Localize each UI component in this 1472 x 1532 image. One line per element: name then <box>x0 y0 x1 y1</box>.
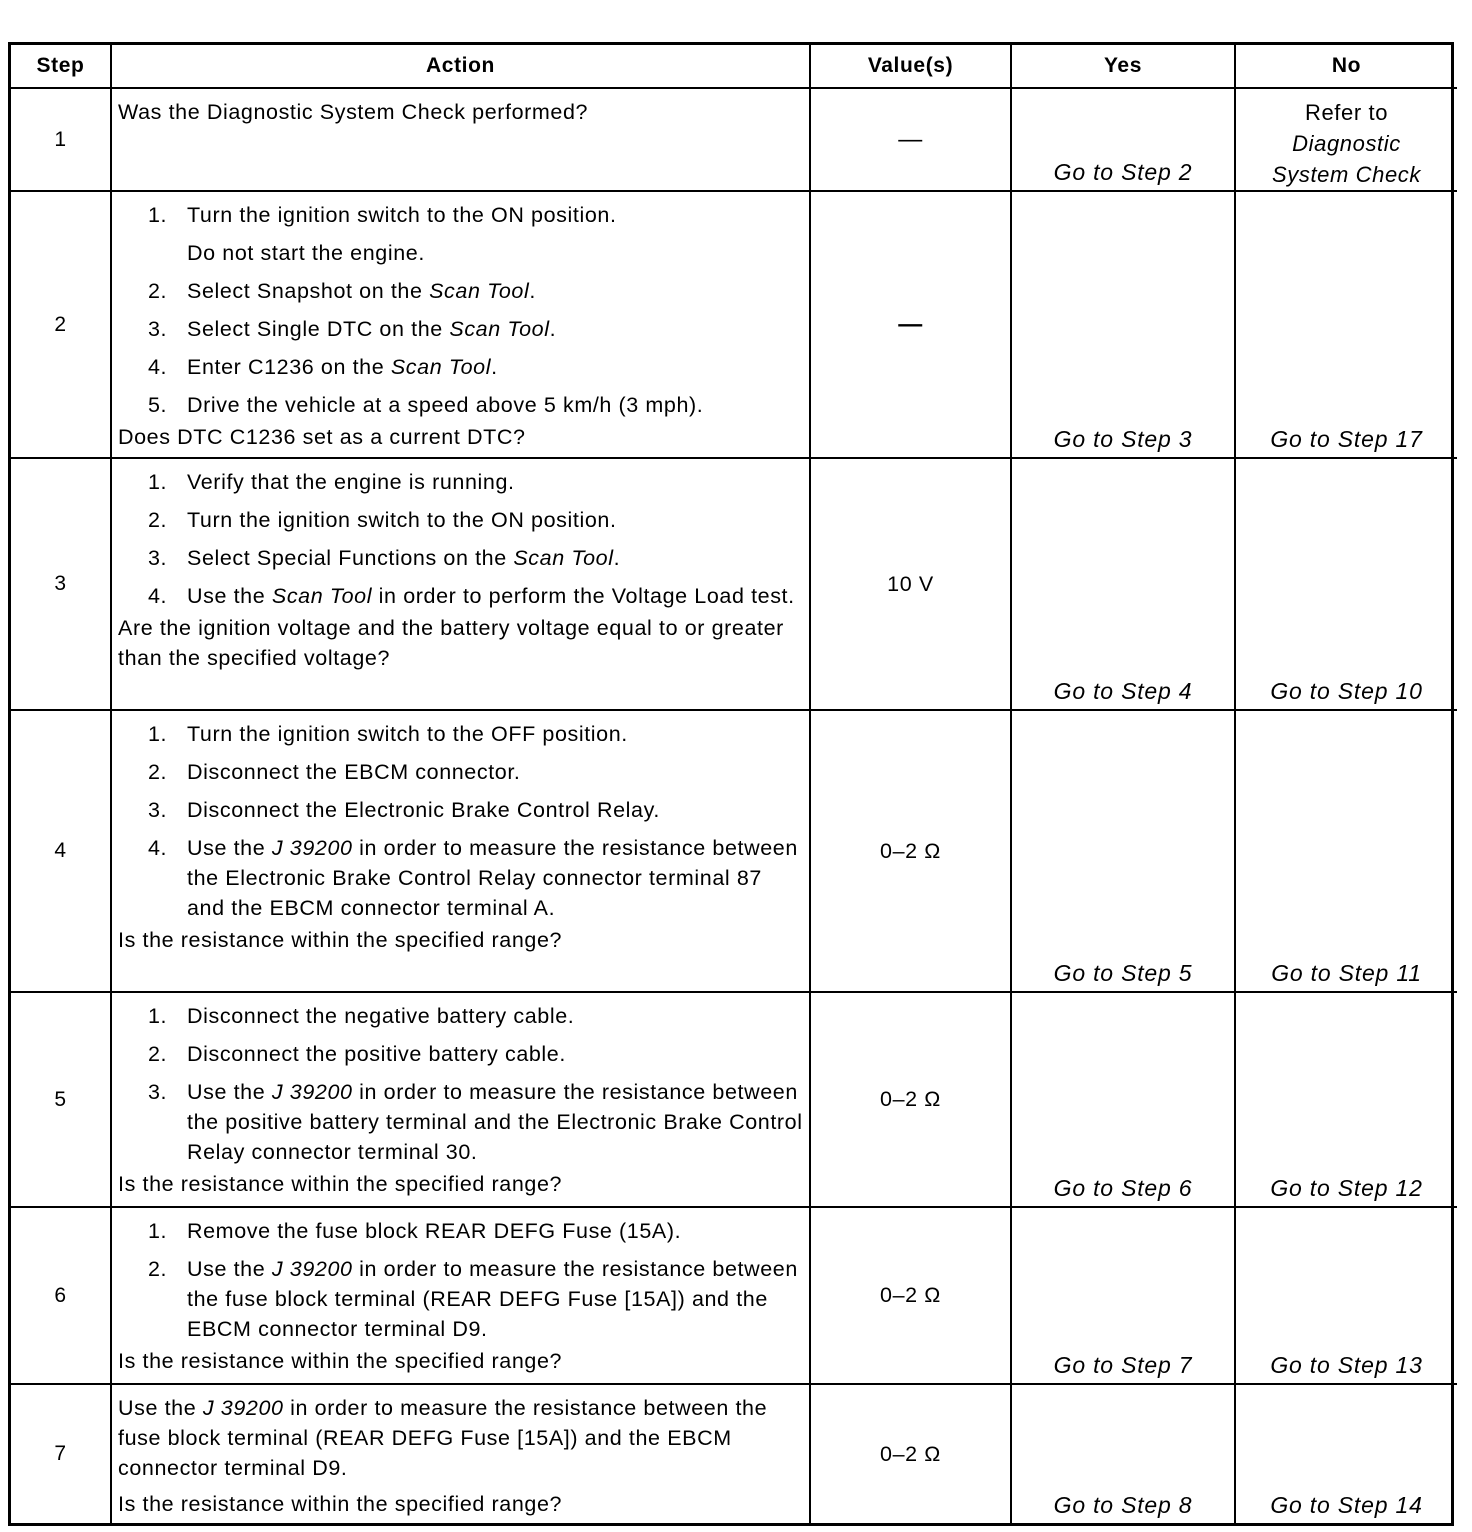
yes-cell <box>1011 88 1235 191</box>
item-number: 3. <box>148 317 168 341</box>
value-text: 0–2 Ω <box>880 1283 941 1307</box>
tool-name: Scan Tool <box>390 355 492 379</box>
item-text: Use the <box>187 836 272 860</box>
yes-cell <box>1011 710 1235 992</box>
item-number: 4. <box>148 836 168 860</box>
list-item <box>118 795 803 825</box>
no-goto: Go to Step 10 <box>1270 678 1423 704</box>
yes-goto: Go to Step 8 <box>1053 1492 1193 1518</box>
item-text: Use the <box>187 1257 272 1281</box>
item-text: Verify that the engine is running. <box>187 470 515 494</box>
action-text <box>118 1393 803 1483</box>
table-row-step-7 <box>11 1384 1457 1523</box>
no-cell <box>1235 191 1457 458</box>
item-text: Use the <box>187 1080 272 1104</box>
step-number: 7 <box>11 1384 111 1523</box>
value-text: — <box>898 125 923 153</box>
item-number: 2. <box>148 279 168 303</box>
item-text: Disconnect the EBCM connector. <box>187 760 521 784</box>
action-question: Was the Diagnostic System Check performed? <box>118 100 589 124</box>
item-number: 4. <box>148 584 168 608</box>
action-question: Does DTC C1236 set as a current DTC? <box>118 425 526 449</box>
step-number: 6 <box>11 1207 111 1384</box>
item-text: Disconnect the positive battery cable. <box>187 1042 566 1066</box>
action-list <box>118 467 803 611</box>
value-text: 0–2 Ω <box>880 838 941 863</box>
list-item <box>118 543 803 573</box>
yes-cell <box>1011 191 1235 458</box>
list-item <box>118 1001 803 1031</box>
yes-goto: Go to Step 7 <box>1053 1352 1193 1378</box>
table-row-step-4 <box>11 710 1457 992</box>
item-text: Remove the fuse block REAR DEFG Fuse (15A). <box>187 1219 682 1243</box>
yes-goto: Go to Step 5 <box>1053 960 1193 986</box>
header-values: Value(s) <box>810 45 1011 88</box>
refer-target-line-1: Diagnostic <box>1292 131 1401 156</box>
tool-name: Scan Tool <box>429 279 530 303</box>
no-cell <box>1235 88 1457 191</box>
item-text: in order to measure the resistance between the positive battery terminal and the Electronic Brake Control Relay connector terminal 30. <box>187 1080 803 1164</box>
action-question: Is the resistance within the specified range? <box>118 1349 563 1373</box>
item-number: 2. <box>148 1042 168 1066</box>
item-text: Select Single DTC on the <box>187 317 450 341</box>
item-text: Disconnect the Electronic Brake Control Relay. <box>187 798 660 822</box>
item-number: 5. <box>148 393 168 417</box>
yes-cell <box>1011 458 1235 710</box>
list-item <box>118 1254 803 1344</box>
item-text: . <box>549 317 557 341</box>
header-action: Action <box>111 45 810 88</box>
item-number: 3. <box>148 1080 168 1104</box>
yes-cell <box>1011 992 1235 1207</box>
step-number: 5 <box>11 992 111 1207</box>
step-number: 2 <box>11 191 111 458</box>
item-text: in order to measure the resistance between the fuse block terminal (REAR DEFG Fuse [15A]) and the EBCM connector terminal D9. <box>187 1257 798 1341</box>
value-cell <box>810 1207 1011 1384</box>
value-cell <box>810 458 1011 710</box>
item-text: Disconnect the negative battery cable. <box>187 1004 575 1028</box>
yes-goto: Go to Step 2 <box>1053 159 1193 185</box>
diagnostic-table-sheet <box>8 42 1454 1526</box>
step-number: 1 <box>11 88 111 191</box>
no-goto: Go to Step 14 <box>1270 1492 1423 1518</box>
action-text-part: Use the <box>118 1396 203 1420</box>
no-cell <box>1235 1207 1457 1384</box>
action-cell <box>111 710 810 992</box>
action-list <box>118 719 803 923</box>
value-text: 0–2 Ω <box>880 1087 941 1111</box>
item-number: 1. <box>148 1219 168 1243</box>
table-row-step-6 <box>11 1207 1457 1384</box>
header-no: No <box>1235 45 1457 88</box>
item-number: 3. <box>148 546 168 570</box>
list-item <box>118 719 803 749</box>
no-cell <box>1235 458 1457 710</box>
item-note: Do not start the engine. <box>187 241 425 265</box>
value-text: 0–2 Ω <box>880 1441 941 1466</box>
action-list <box>118 1216 803 1344</box>
item-number: 1. <box>148 722 168 746</box>
tool-name: J 39200 <box>271 1080 353 1104</box>
item-text: . <box>529 279 536 303</box>
tool-name: Scan Tool <box>271 584 373 608</box>
no-goto: Go to Step 11 <box>1271 960 1422 986</box>
diagnostic-table <box>11 45 1457 1523</box>
tool-name: Scan Tool <box>449 317 550 341</box>
action-question: Is the resistance within the specified range? <box>118 1492 563 1516</box>
action-question: Are the ignition voltage and the battery voltage equal to or greater than the specified voltage? <box>118 616 784 670</box>
action-list <box>118 200 803 420</box>
item-text: Drive the vehicle at a speed above 5 km/h (3 mph). <box>187 393 704 417</box>
item-text: Turn the ignition switch to the ON position. <box>187 508 617 532</box>
list-item <box>118 314 803 344</box>
action-question: Is the resistance within the specified range? <box>118 928 563 952</box>
no-goto: Go to Step 13 <box>1270 1352 1423 1378</box>
list-item <box>118 276 803 306</box>
value-cell <box>810 710 1011 992</box>
action-text-part: in order to measure the resistance between the fuse block terminal (REAR DEFG Fuse [15A]) and the EBCM connector terminal D9. <box>118 1396 768 1480</box>
action-cell <box>111 191 810 458</box>
value-cell <box>810 88 1011 191</box>
table-row-step-2 <box>11 191 1457 458</box>
action-cell <box>111 1384 810 1523</box>
item-number: 2. <box>148 760 168 784</box>
list-item <box>118 1216 803 1246</box>
list-item <box>118 581 803 611</box>
list-item <box>118 352 803 382</box>
item-text: Turn the ignition switch to the OFF position. <box>187 722 628 746</box>
action-cell <box>111 1207 810 1384</box>
refer-label: Refer to <box>1304 100 1389 125</box>
no-goto: Go to Step 12 <box>1270 1175 1423 1201</box>
no-refer <box>1236 89 1457 190</box>
item-text: in order to measure the resistance between the Electronic Brake Control Relay connector terminal 87 and the EBCM connector terminal A. <box>187 836 798 920</box>
table-row-step-3 <box>11 458 1457 710</box>
tool-name: Scan Tool <box>513 546 614 570</box>
action-cell <box>111 992 810 1207</box>
table-row-step-5 <box>11 992 1457 1207</box>
item-number: 1. <box>148 470 168 494</box>
item-text: Select Special Functions on the <box>187 546 514 570</box>
list-item <box>118 833 803 923</box>
item-text: Enter C1236 on the <box>187 355 391 379</box>
yes-goto: Go to Step 4 <box>1053 678 1193 704</box>
item-text: Use the <box>187 584 272 608</box>
value-text: 10 V <box>887 571 934 596</box>
step-number: 4 <box>11 710 111 992</box>
value-cell <box>810 191 1011 458</box>
list-item <box>118 467 803 497</box>
item-text: Turn the ignition switch to the ON position. <box>187 203 617 227</box>
item-number: 4. <box>148 355 168 379</box>
action-list <box>118 1001 803 1167</box>
value-text: — <box>898 310 923 338</box>
item-number: 1. <box>148 1004 168 1028</box>
list-item <box>118 757 803 787</box>
no-cell <box>1235 710 1457 992</box>
header-yes: Yes <box>1011 45 1235 88</box>
action-cell <box>111 88 810 191</box>
header-row <box>11 45 1457 88</box>
item-text: in order to perform the Voltage Load test. <box>372 584 795 608</box>
yes-goto: Go to Step 3 <box>1053 426 1193 452</box>
tool-name: J 39200 <box>271 836 353 860</box>
list-item <box>118 505 803 535</box>
action-cell <box>111 458 810 710</box>
yes-cell <box>1011 1384 1235 1523</box>
item-number: 3. <box>148 798 168 822</box>
no-cell <box>1235 1384 1457 1523</box>
yes-cell <box>1011 1207 1235 1384</box>
no-cell <box>1235 992 1457 1207</box>
value-cell <box>810 1384 1011 1523</box>
item-number: 2. <box>148 508 168 532</box>
no-goto: Go to Step 17 <box>1270 426 1423 452</box>
list-item <box>118 200 803 268</box>
tool-name: J 39200 <box>202 1396 284 1420</box>
tool-name: J 39200 <box>271 1257 353 1281</box>
item-text: . <box>491 355 498 379</box>
item-text: . <box>613 546 621 570</box>
value-cell <box>810 992 1011 1207</box>
refer-target-line-2: System Check <box>1271 162 1422 187</box>
item-number: 2. <box>148 1257 168 1281</box>
header-step: Step <box>11 45 111 88</box>
yes-goto: Go to Step 6 <box>1053 1175 1193 1201</box>
list-item <box>118 1039 803 1069</box>
step-number: 3 <box>11 458 111 710</box>
item-number: 1. <box>148 203 168 227</box>
list-item <box>118 390 803 420</box>
table-row-step-1 <box>11 88 1457 191</box>
item-text: Select Snapshot on the <box>187 279 430 303</box>
list-item <box>118 1077 803 1167</box>
action-question: Is the resistance within the specified range? <box>118 1172 563 1196</box>
